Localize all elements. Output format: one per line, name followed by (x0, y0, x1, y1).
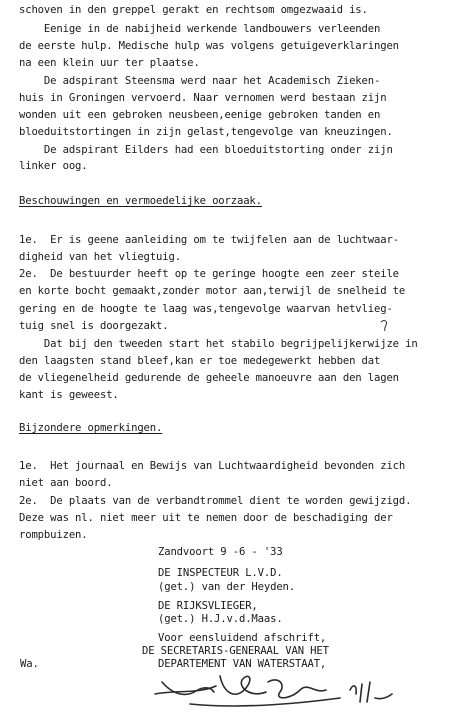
pencil-mark-icon (378, 318, 392, 334)
text-line: De adspirant Eilders had een bloeduitstorting onder zijn (19, 144, 393, 156)
text-line: 2e. De bestuurder heeft op te geringe hoogte een zeer steile (19, 268, 399, 280)
text-line: kant is geweest. (19, 389, 119, 401)
text-line: de vliegenelheid gedurende de geheele manoeuvre aan den lagen (19, 372, 399, 384)
copy-note: Voor eensluidend afschrift, (158, 632, 327, 644)
text-line: en korte bocht gemaakt,zonder motor aan,terwijl de snelheid te (19, 285, 406, 297)
text-line: wonden uit een gebroken neusbeen,eenige gebroken tanden en (19, 109, 381, 121)
text-line: den laagsten stand bleef,kan er toe medegewerkt hebben dat (19, 355, 381, 367)
pilot-title: DE RIJKSVLIEGER, (158, 600, 258, 612)
text-line: bloeduitstortingen in zijn gelast,tengevolge van kneuzingen. (19, 126, 393, 138)
text-line: schoven in den greppel gerakt en rechtsom omgezwaaid is. (19, 4, 368, 16)
pilot-signed: (get.) H.J.v.d.Maas. (158, 613, 283, 625)
text-line: De adspirant Steensma werd naar het Academisch Zieken- (19, 75, 381, 87)
text-line: 1e. Het journaal en Bewijs van Luchtwaardigheid bevonden zich (19, 460, 406, 472)
place-date: Zandvoort 9 -6 - '33 (158, 546, 283, 558)
inspector-signed: (get.) van der Heyden. (158, 581, 296, 593)
text-line: 1e. Er is geene aanleiding om te twijfelen aan de luchtwaar- (19, 234, 399, 246)
text-line: Dat bij den tweeden start het stabilo begrijpelijkerwijze in (19, 338, 418, 350)
text-line: Deze was nl. niet meer uit te nemen door de beschadiging der (19, 512, 393, 524)
text-line: niet aan boord. (19, 477, 113, 489)
text-line: rompbuizen. (19, 529, 88, 541)
section-heading-causes: Beschouwingen en vermoedelijke oorzaak. (19, 195, 262, 207)
secgen-line-1: DE SECRETARIS-GENERAAL VAN HET (142, 645, 329, 657)
text-line: de eerste hulp. Medische hulp was volgens getuigeverklaringen (19, 40, 399, 52)
text-line: gering en de hoogte te laag was,tengevolge waarvan hetvlieg- (19, 303, 393, 315)
text-line: huis in Groningen vervoerd. Naar vernomen werd bestaan zijn (19, 92, 387, 104)
text-line: Eenige in de nabijheid werkende landbouwers verleenden (19, 23, 381, 35)
section-heading-remarks: Bijzondere opmerkingen. (19, 422, 163, 434)
text-line: 2e. De plaats van de verbandtrommel dient te worden gewijzigd. (19, 495, 412, 507)
initials: Wa. (20, 658, 39, 670)
text-line: digheid van het vliegtuig. (19, 251, 181, 263)
text-line: tuig snel is doorgezakt. (19, 320, 169, 332)
handwritten-signature (150, 664, 400, 714)
inspector-title: DE INSPECTEUR L.V.D. (158, 567, 283, 579)
text-line: na een klein uur ter plaatse. (19, 57, 200, 69)
text-line: linker oog. (19, 160, 88, 172)
secgen-line-2: DEPARTEMENT VAN WATERSTAAT, (158, 658, 327, 670)
